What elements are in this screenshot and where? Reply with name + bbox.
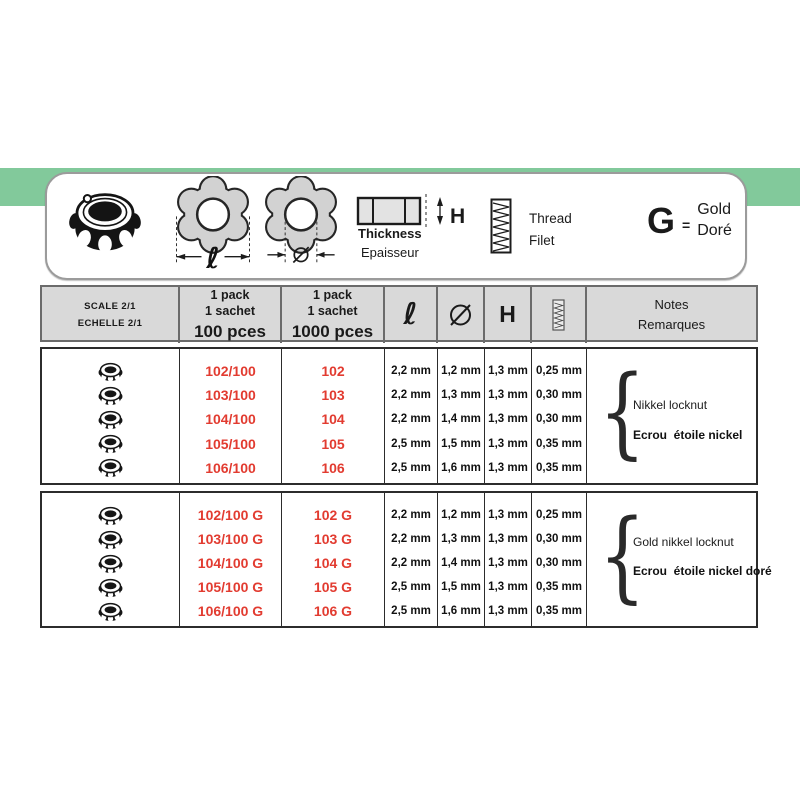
brace-symbol: { bbox=[598, 354, 646, 470]
height-value: 1,3 mm bbox=[488, 437, 528, 450]
part-number: 104 G bbox=[313, 555, 353, 571]
locknut-icon bbox=[98, 577, 123, 598]
height-value: 1,3 mm bbox=[488, 461, 528, 474]
thread-value: 0,35 mm bbox=[535, 437, 583, 450]
table-body-group-gold bbox=[40, 491, 772, 628]
thread-icon bbox=[552, 299, 565, 331]
locknut-icon bbox=[98, 433, 123, 454]
notes-label-en: Notes bbox=[654, 296, 689, 312]
header-height bbox=[485, 287, 532, 343]
note-en: Gold nikkel locknut bbox=[633, 535, 734, 550]
part-number: 105/100 bbox=[205, 435, 256, 452]
legend-box bbox=[45, 172, 747, 280]
part-number: 103 G bbox=[313, 531, 353, 547]
diameter-value: 1,5 mm bbox=[441, 437, 481, 450]
thickness-label-fr: Epaisseur bbox=[361, 245, 419, 260]
length-value: 2,5 mm bbox=[391, 581, 431, 593]
column-sample-icons bbox=[42, 493, 180, 626]
brace-symbol: { bbox=[598, 497, 646, 614]
length-symbol: ℓ bbox=[403, 297, 418, 333]
locknut-3d-icon bbox=[65, 184, 145, 258]
thickness-label-en: Thickness bbox=[358, 226, 422, 241]
diameter-value: 1,4 mm bbox=[441, 557, 481, 569]
height-symbol: H bbox=[499, 301, 516, 328]
length-value: 2,2 mm bbox=[391, 413, 431, 426]
column-thread bbox=[532, 493, 587, 626]
part-number: 106/100 G bbox=[197, 603, 264, 619]
diameter-value: 1,2 mm bbox=[441, 365, 481, 378]
length-value: 2,2 mm bbox=[391, 509, 431, 521]
part-number: 106/100 bbox=[205, 459, 256, 476]
thread-value: 0,30 mm bbox=[535, 389, 583, 402]
locknut-icon bbox=[98, 409, 123, 430]
pack1000-line2: 1 sachet bbox=[307, 304, 358, 319]
thread-icon bbox=[490, 198, 512, 254]
gold-label-fr: Doré bbox=[697, 221, 732, 239]
diameter-icon bbox=[447, 301, 474, 328]
star-diameter-diagram bbox=[253, 176, 349, 276]
height-symbol-label: H bbox=[450, 205, 466, 228]
height-value: 1,3 mm bbox=[488, 557, 528, 569]
note-fr: Ecrou étoile nickel doré bbox=[633, 564, 772, 579]
header-length bbox=[385, 287, 438, 343]
diameter-value: 1,3 mm bbox=[441, 389, 481, 402]
gold-label-en: Gold bbox=[697, 201, 731, 218]
locknut-icon bbox=[98, 529, 123, 550]
thread-label-fr: Filet bbox=[529, 233, 555, 248]
part-number: 106 G bbox=[313, 603, 353, 619]
header-scale bbox=[42, 287, 180, 343]
part-number: 103/100 G bbox=[197, 531, 264, 547]
part-number: 102 G bbox=[313, 507, 353, 523]
locknut-icon bbox=[98, 505, 123, 526]
height-value: 1,3 mm bbox=[488, 533, 528, 545]
height-value: 1,3 mm bbox=[488, 389, 528, 402]
table-header bbox=[40, 285, 758, 342]
header-pack-1000 bbox=[282, 287, 385, 343]
column-ref-1000 bbox=[282, 493, 385, 626]
locknut-icon bbox=[98, 553, 123, 574]
locknut-icon bbox=[98, 385, 123, 406]
thread-label-en: Thread bbox=[529, 211, 572, 226]
column-thread bbox=[532, 349, 587, 483]
height-value: 1,3 mm bbox=[488, 365, 528, 378]
diameter-value: 1,3 mm bbox=[441, 533, 481, 545]
part-number: 105 G bbox=[313, 579, 353, 595]
column-length bbox=[385, 493, 438, 626]
part-number: 103 bbox=[321, 387, 345, 404]
column-notes bbox=[587, 493, 772, 626]
length-value: 2,5 mm bbox=[391, 461, 431, 474]
thread-value: 0,35 mm bbox=[535, 605, 583, 617]
length-symbol: ℓ bbox=[206, 241, 220, 276]
pack100-line3: 100 pces bbox=[194, 321, 266, 341]
column-diameter bbox=[438, 349, 485, 483]
diameter-value: 1,6 mm bbox=[441, 605, 481, 617]
column-height bbox=[485, 349, 532, 483]
pack1000-line1: 1 pack bbox=[313, 288, 352, 302]
column-ref-100 bbox=[180, 349, 282, 483]
gold-legend bbox=[647, 200, 732, 242]
thread-value: 0,30 mm bbox=[535, 533, 583, 545]
thread-value: 0,35 mm bbox=[535, 461, 583, 474]
note-fr: Ecrou étoile nickel bbox=[633, 427, 743, 442]
thread-value: 0,35 mm bbox=[535, 581, 583, 593]
part-number: 105/100 G bbox=[197, 579, 264, 595]
column-sample-icons bbox=[42, 349, 180, 483]
height-value: 1,3 mm bbox=[488, 581, 528, 593]
length-value: 2,5 mm bbox=[391, 437, 431, 450]
locknut-icon bbox=[98, 361, 123, 382]
locknut-icon bbox=[98, 457, 123, 478]
part-number: 105 bbox=[321, 435, 345, 452]
height-value: 1,3 mm bbox=[488, 413, 528, 426]
table-body-group-nickel bbox=[40, 347, 758, 485]
column-ref-100 bbox=[180, 493, 282, 626]
length-value: 2,2 mm bbox=[391, 389, 431, 402]
part-number: 103/100 bbox=[205, 387, 256, 404]
thread-value: 0,30 mm bbox=[535, 557, 583, 569]
diameter-value: 1,5 mm bbox=[441, 581, 481, 593]
height-value: 1,3 mm bbox=[488, 605, 528, 617]
diameter-value: 1,6 mm bbox=[441, 461, 481, 474]
length-value: 2,2 mm bbox=[391, 365, 431, 378]
column-diameter bbox=[438, 493, 485, 626]
part-number: 104/100 G bbox=[197, 555, 264, 571]
scale-fr: ECHELLE 2/1 bbox=[77, 317, 143, 329]
scale-en: SCALE 2/1 bbox=[84, 300, 136, 312]
column-length bbox=[385, 349, 438, 483]
column-notes bbox=[587, 349, 756, 483]
part-number: 102/100 G bbox=[197, 507, 264, 523]
header-notes bbox=[587, 287, 756, 343]
thread-value: 0,25 mm bbox=[535, 365, 583, 378]
gold-equals: = bbox=[682, 216, 691, 233]
part-number: 104/100 bbox=[205, 411, 256, 428]
pack100-line1: 1 pack bbox=[210, 288, 250, 302]
diameter-value: 1,4 mm bbox=[441, 413, 481, 426]
locknut-icon bbox=[98, 601, 123, 622]
part-number: 102/100 bbox=[205, 363, 256, 380]
length-value: 2,2 mm bbox=[391, 557, 431, 569]
note-en: Nikkel locknut bbox=[633, 398, 708, 413]
thread-value: 0,25 mm bbox=[535, 509, 583, 521]
header-thread bbox=[532, 287, 587, 343]
pack1000-line3: 1000 pces bbox=[291, 321, 374, 341]
length-value: 2,5 mm bbox=[391, 605, 431, 617]
column-ref-1000 bbox=[282, 349, 385, 483]
pack100-line2: 1 sachet bbox=[204, 304, 256, 319]
part-number: 102 bbox=[321, 363, 345, 380]
part-number: 106 bbox=[321, 459, 345, 476]
column-height bbox=[485, 493, 532, 626]
part-number: 104 bbox=[321, 411, 345, 428]
thread-value: 0,30 mm bbox=[535, 413, 583, 426]
height-value: 1,3 mm bbox=[488, 509, 528, 521]
gold-letter: G bbox=[647, 199, 676, 241]
star-length-diagram bbox=[165, 176, 261, 276]
notes-label-fr: Remarques bbox=[637, 316, 706, 332]
header-pack-100 bbox=[180, 287, 282, 343]
length-value: 2,2 mm bbox=[391, 533, 431, 545]
header-diameter bbox=[438, 287, 485, 343]
diameter-value: 1,2 mm bbox=[441, 509, 481, 521]
